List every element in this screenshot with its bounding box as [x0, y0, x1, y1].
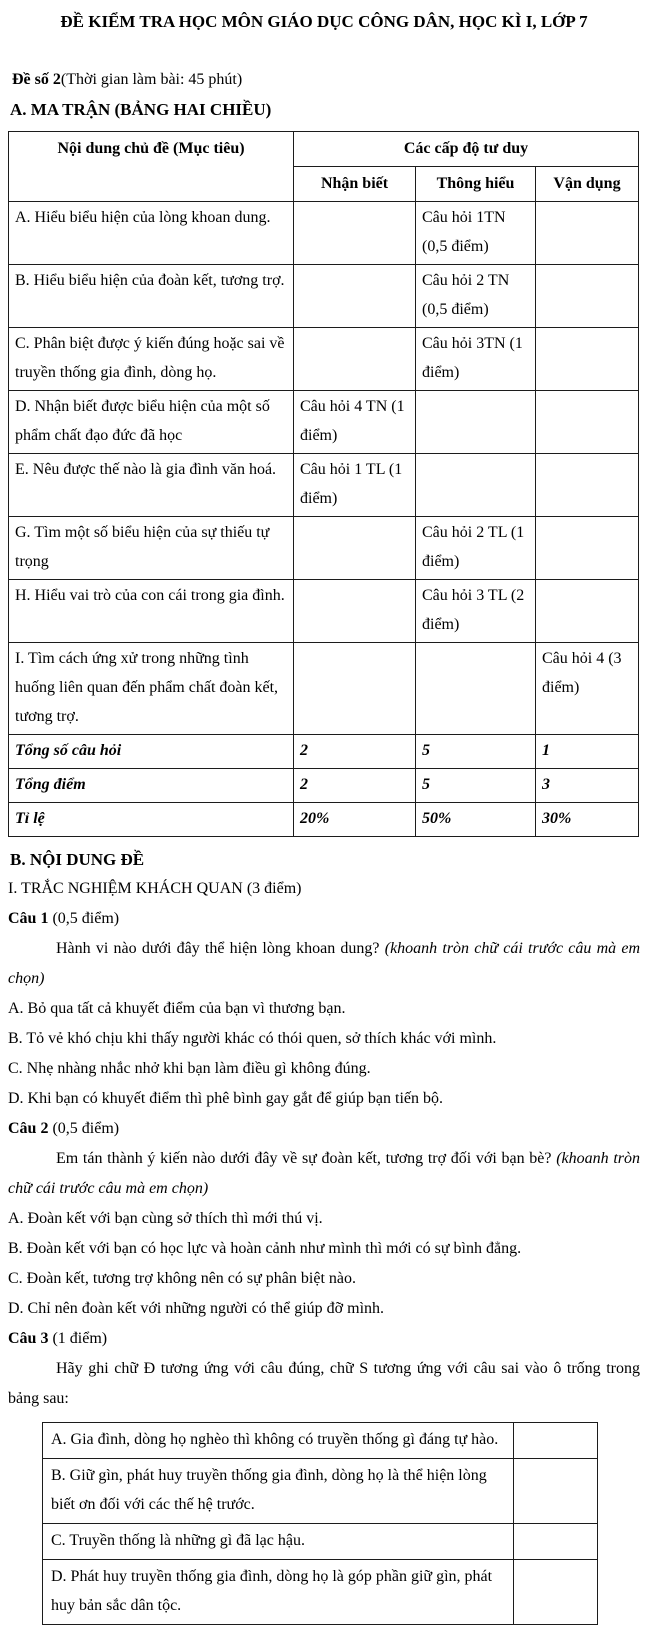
table-row — [43, 1459, 598, 1524]
matrix-level-header-van-dung: Vận dụng — [536, 167, 639, 202]
matrix-vd-cell — [536, 454, 639, 517]
answer-option: A. Đoàn kết với bạn cùng sở thích thì mới thú vị. — [8, 1210, 323, 1227]
matrix-topic-cell: A. Hiểu biểu hiện của lòng khoan dung. — [9, 202, 294, 265]
answer-option: D. Khi bạn có khuyết điểm thì phê bình gay gắt để giúp bạn tiến bộ. — [8, 1090, 444, 1107]
matrix-summary-row — [9, 769, 639, 803]
question-stem — [8, 934, 640, 994]
matrix-th-cell — [416, 454, 536, 517]
exam-duration: (Thời gian làm bài: 45 phút) — [60, 71, 243, 88]
question-stem — [8, 1144, 640, 1204]
matrix-row — [9, 265, 639, 328]
matrix-nb-cell — [294, 328, 416, 391]
question-label: Câu 3 — [8, 1330, 49, 1347]
summary-value-cell: 3 — [536, 769, 639, 803]
summary-value-cell: 2 — [294, 769, 416, 803]
matrix-th-cell: Câu hỏi 2 TN (0,5 điểm) — [416, 265, 536, 328]
question-block-2 — [8, 1114, 640, 1324]
matrix-topic-cell: C. Phân biệt được ý kiến đúng hoặc sai về truyền thống gia đình, dòng họ. — [9, 328, 294, 391]
matrix-table — [8, 131, 639, 837]
question-points: (0,5 điểm) — [52, 910, 120, 927]
matrix-nb-cell — [294, 265, 416, 328]
answer-option: D. Chỉ nên đoàn kết với những người có thể giúp đỡ mình. — [8, 1300, 385, 1317]
answer-statement-cell: B. Giữ gìn, phát huy truyền thống gia đình, dòng họ là thể hiện lòng biết ơn đối với các thế hệ trước. — [43, 1459, 514, 1524]
answer-option: A. Bỏ qua tất cả khuyết điểm của bạn vì thương bạn. — [8, 1000, 346, 1017]
table-row — [43, 1524, 598, 1560]
summary-value-cell: 30% — [536, 803, 639, 837]
answer-blank-cell — [514, 1459, 598, 1524]
answer-blank-cell — [514, 1560, 598, 1625]
answer-blank-cell — [514, 1524, 598, 1560]
matrix-topic-cell: E. Nêu được thế nào là gia đình văn hoá. — [9, 454, 294, 517]
matrix-topic-cell: B. Hiểu biểu hiện của đoàn kết, tương trợ. — [9, 265, 294, 328]
matrix-vd-cell — [536, 265, 639, 328]
exam-number-line — [12, 66, 640, 94]
answer-option: B. Đoàn kết với bạn có học lực và hoàn cảnh như mình thì mới có sự bình đẳng. — [8, 1240, 522, 1257]
matrix-row — [9, 454, 639, 517]
matrix-row — [9, 580, 639, 643]
true-false-table — [42, 1422, 598, 1625]
matrix-vd-cell — [536, 328, 639, 391]
matrix-header-row-1 — [9, 132, 639, 167]
matrix-vd-cell: Câu hỏi 4 (3 điểm) — [536, 643, 639, 735]
summary-value-cell: 50% — [416, 803, 536, 837]
question-stem-text: Hành vi nào dưới đây thể hiện lòng khoan dung? — [56, 940, 380, 957]
matrix-nb-cell: Câu hỏi 1 TL (1 điểm) — [294, 454, 416, 517]
matrix-vd-cell — [536, 202, 639, 265]
matrix-th-cell: Câu hỏi 3 TL (2 điểm) — [416, 580, 536, 643]
summary-label-cell: Tổng điểm — [9, 769, 294, 803]
matrix-row — [9, 517, 639, 580]
matrix-topic-cell: H. Hiểu vai trò của con cái trong gia đình. — [9, 580, 294, 643]
answer-statement-cell: D. Phát huy truyền thống gia đình, dòng họ là góp phần giữ gìn, phát huy bản sắc dân tộc. — [43, 1560, 514, 1625]
matrix-row — [9, 643, 639, 735]
question-heading — [8, 1324, 640, 1354]
matrix-topic-cell: G. Tìm một số biểu hiện của sự thiếu tự trọng — [9, 517, 294, 580]
answer-blank-cell — [514, 1423, 598, 1459]
matrix-group-header: Các cấp độ tư duy — [294, 132, 639, 167]
question-note: (khoanh tròn chữ cái trước câu mà em chọn) — [8, 940, 641, 987]
question-stem — [8, 1354, 640, 1414]
answer-option: C. Nhẹ nhàng nhắc nhở khi bạn làm điều gì không đúng. — [8, 1060, 371, 1077]
matrix-th-cell: Câu hỏi 2 TL (1 điểm) — [416, 517, 536, 580]
matrix-topic-cell: I. Tìm cách ứng xử trong những tình huống liên quan đến phẩm chất đoàn kết, tương trợ. — [9, 643, 294, 735]
matrix-th-cell — [416, 391, 536, 454]
table-row — [43, 1423, 598, 1459]
matrix-level-header-thong-hieu: Thông hiểu — [416, 167, 536, 202]
matrix-nb-cell — [294, 643, 416, 735]
question-block-1 — [8, 904, 640, 1114]
matrix-vd-cell — [536, 391, 639, 454]
section-b-heading: B. NỘI DUNG ĐỀ — [10, 850, 145, 869]
question-points: (1 điểm) — [52, 1330, 108, 1347]
question-label: Câu 2 — [8, 1120, 49, 1137]
summary-value-cell: 2 — [294, 735, 416, 769]
summary-label-cell: Tổng số câu hỏi — [9, 735, 294, 769]
summary-value-cell: 5 — [416, 735, 536, 769]
answer-statement-cell: C. Truyền thống là những gì đã lạc hậu. — [43, 1524, 514, 1560]
matrix-nb-cell — [294, 517, 416, 580]
answer-option: C. Đoàn kết, tương trợ không nên có sự phân biệt nào. — [8, 1270, 356, 1287]
matrix-level-header-nhan-biet: Nhận biết — [294, 167, 416, 202]
matrix-summary-row — [9, 803, 639, 837]
matrix-vd-cell — [536, 517, 639, 580]
matrix-nb-cell — [294, 202, 416, 265]
summary-value-cell: 20% — [294, 803, 416, 837]
question-block-3 — [8, 1324, 640, 1625]
exam-number-label: Đề số 2 — [12, 71, 61, 88]
matrix-row — [9, 328, 639, 391]
document-title: ĐỀ KIỂM TRA HỌC MÔN GIÁO DỤC CÔNG DÂN, HỌC KÌ I, LỚP 7 — [60, 12, 588, 31]
matrix-row — [9, 391, 639, 454]
matrix-nb-cell: Câu hỏi 4 TN (1 điểm) — [294, 391, 416, 454]
answer-statement-cell: A. Gia đình, dòng họ nghèo thì không có truyền thống gì đáng tự hào. — [43, 1423, 514, 1459]
matrix-nb-cell — [294, 580, 416, 643]
section-a-heading: A. MA TRẬN (BẢNG HAI CHIỀU) — [10, 100, 272, 119]
matrix-th-cell: Câu hỏi 3TN (1 điểm) — [416, 328, 536, 391]
matrix-th-cell: Câu hỏi 1TN (0,5 điểm) — [416, 202, 536, 265]
matrix-col-header-topic: Nội dung chủ đề (Mục tiêu) — [9, 132, 294, 202]
summary-value-cell: 1 — [536, 735, 639, 769]
summary-value-cell: 5 — [416, 769, 536, 803]
question-label: Câu 1 — [8, 910, 49, 927]
matrix-summary-row — [9, 735, 639, 769]
question-heading — [8, 1114, 640, 1144]
matrix-topic-cell: D. Nhận biết được biểu hiện của một số phẩm chất đạo đức đã học — [9, 391, 294, 454]
matrix-vd-cell — [536, 580, 639, 643]
answer-option: B. Tỏ vẻ khó chịu khi thấy người khác có thói quen, sở thích khác với mình. — [8, 1030, 497, 1047]
question-note: (khoanh tròn chữ cái trước câu mà em chọn) — [8, 1150, 641, 1197]
matrix-th-cell — [416, 643, 536, 735]
table-row — [43, 1560, 598, 1625]
question-stem-text: Em tán thành ý kiến nào dưới đây về sự đoàn kết, tương trợ đối với bạn bè? — [56, 1150, 552, 1167]
question-stem-text: Hãy ghi chữ Đ tương ứng với câu đúng, chữ S tương ứng với câu sai vào ô trống trong bảng sau: — [8, 1360, 640, 1407]
question-points: (0,5 điểm) — [52, 1120, 120, 1137]
matrix-row — [9, 202, 639, 265]
question-heading — [8, 904, 640, 934]
summary-label-cell: Tỉ lệ — [9, 803, 294, 837]
part1-heading: I. TRẮC NGHIỆM KHÁCH QUAN (3 điểm) — [8, 880, 302, 897]
